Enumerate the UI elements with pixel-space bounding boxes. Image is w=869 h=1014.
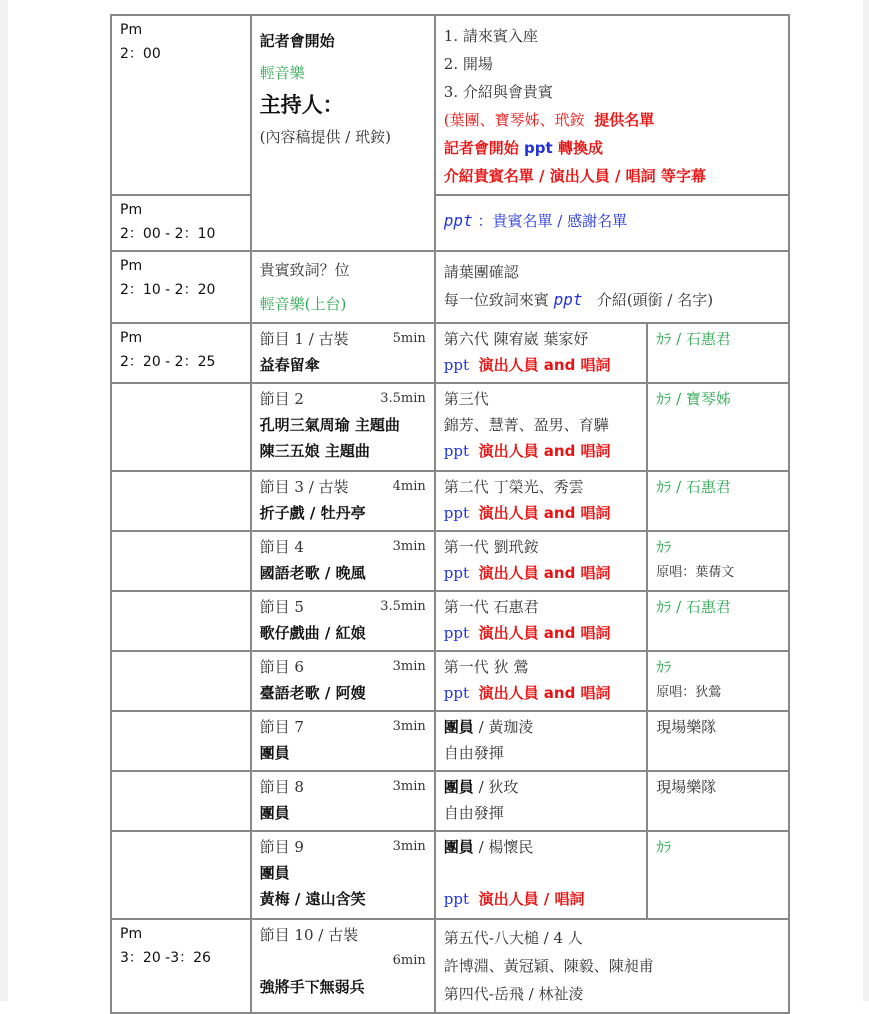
speaker-note: 每一位致詞來賓 xyxy=(443,291,549,309)
music-source: ｶﾗ / 石惠君 xyxy=(656,478,731,496)
music-source: ｶﾗ xyxy=(656,838,672,856)
intro-note: 介紹(頭銜 / 名字) xyxy=(596,291,714,309)
music-cell xyxy=(647,323,789,383)
time-label: Pm xyxy=(120,202,143,218)
schedule-table xyxy=(110,14,790,1014)
ppt-label: ppt xyxy=(443,356,470,374)
time-cell xyxy=(111,323,251,383)
ppt-label: ppt xyxy=(443,442,470,460)
performer-cell xyxy=(435,383,648,471)
time-cell xyxy=(111,195,251,251)
performer-line: 自由發揮 xyxy=(443,744,504,762)
table-row xyxy=(111,195,789,251)
program-cell xyxy=(251,531,435,591)
original-singer: 原唱：狄鶯 xyxy=(656,685,722,700)
content-note: (內容稿提供 / 玳銨) xyxy=(259,128,391,146)
time-value: 2：20 - 2：25 xyxy=(120,354,216,370)
program-duration: 3.5min xyxy=(380,599,426,614)
ppt-content-note: 演出人員 and 唱詞 xyxy=(478,624,611,642)
content-cell xyxy=(251,15,435,251)
member-name: / 楊懷民 xyxy=(473,838,534,856)
ppt-label: ppt xyxy=(443,890,470,908)
program-label: 節目 7 xyxy=(259,718,304,736)
program-row xyxy=(111,711,789,771)
member-label: 團員 xyxy=(443,718,474,736)
performer-line: 第三代 xyxy=(443,390,489,408)
music-cell xyxy=(647,771,789,831)
program-duration: 5min xyxy=(392,331,426,346)
program-duration: 3min xyxy=(392,539,426,554)
music-source: 現場樂隊 xyxy=(656,718,717,736)
program-duration: 3min xyxy=(392,839,426,854)
performer-cell xyxy=(435,919,789,1013)
program-row xyxy=(111,651,789,711)
provide-list-label: 提供名單 xyxy=(594,111,655,129)
performer-line: 第一代 劉玳銨 xyxy=(443,538,539,556)
performer-line: 第四代-岳飛 / 林祉淩 xyxy=(443,985,584,1003)
time-cell xyxy=(111,711,251,771)
content-cell xyxy=(251,251,435,323)
program-row xyxy=(111,831,789,919)
notes-cell xyxy=(435,251,789,323)
time-value: 2：00 xyxy=(120,46,161,62)
time-value: 3：20 -3：26 xyxy=(120,950,211,966)
press-start-title: 記者會開始 xyxy=(259,32,335,50)
program-title: 臺語老歌 / 阿嫂 xyxy=(259,684,366,702)
vip-speech-label: 貴賓致詞？位 xyxy=(259,261,350,279)
performer-line: 許博淵、黃冠穎、陳毅、陳昶甫 xyxy=(443,957,654,975)
performer-line: 第二代 丁榮光、秀雲 xyxy=(443,478,584,496)
program-title: 強將手下無弱兵 xyxy=(259,978,365,996)
ppt-content-note: 演出人員 and 唱詞 xyxy=(478,684,611,702)
ppt-label: ppt xyxy=(524,139,553,157)
light-music-label: 輕音樂 xyxy=(259,64,305,82)
ppt-label: ppt xyxy=(443,211,473,230)
time-cell xyxy=(111,771,251,831)
performer-cell xyxy=(435,591,648,651)
subtitle-note: 介紹貴賓名單 / 演出人員 / 唱詞 等字幕 xyxy=(443,167,706,185)
performer-line: 第六代 陳宥崴 葉家妤 xyxy=(443,330,589,348)
program-cell xyxy=(251,471,435,531)
program-row xyxy=(111,531,789,591)
ppt-label: ppt xyxy=(553,290,583,309)
list-item: 1. 請來賓入座 xyxy=(443,27,538,45)
program-duration: 3min xyxy=(392,659,426,674)
member-name: / 黃珈淩 xyxy=(473,718,534,736)
program-title: 歌仔戲曲 / 紅娘 xyxy=(259,624,366,642)
program-row xyxy=(111,771,789,831)
program-title: 黃梅 / 遠山含笑 xyxy=(259,890,366,908)
list-item: 2. 開場 xyxy=(443,55,493,73)
program-duration: 3min xyxy=(392,779,426,794)
performer-cell xyxy=(435,471,648,531)
performer-line: 第一代 狄 鶯 xyxy=(443,658,529,676)
program-title: 國語老歌 / 晚風 xyxy=(259,564,366,582)
time-value: 2：10 - 2：20 xyxy=(120,282,216,298)
member-name: / 狄玫 xyxy=(473,778,519,796)
original-singer: 原唱：葉蒨文 xyxy=(656,565,735,580)
time-cell xyxy=(111,919,251,1013)
program-title: 團員 xyxy=(259,744,290,762)
ppt-content-note: 演出人員 / 唱詞 xyxy=(478,890,585,908)
performer-cell xyxy=(435,771,648,831)
program-duration: 6min xyxy=(392,953,426,968)
time-cell xyxy=(111,251,251,323)
performer-cell xyxy=(435,831,648,919)
program-label: 節目 1 / 古裝 xyxy=(259,330,349,348)
program-label: 節目 4 xyxy=(259,538,304,556)
program-row xyxy=(111,471,789,531)
program-label: 節目 2 xyxy=(259,390,304,408)
program-row xyxy=(111,323,789,383)
program-title: 孔明三氣周瑜 主題曲 xyxy=(259,416,400,434)
music-cell xyxy=(647,711,789,771)
time-cell xyxy=(111,591,251,651)
member-label: 團員 xyxy=(443,838,474,856)
music-source: ｶﾗ / 石惠君 xyxy=(656,598,731,616)
list-item: 3. 介紹與會貴賓 xyxy=(443,83,553,101)
program-label: 節目 10 / 古裝 xyxy=(259,926,359,944)
program-row xyxy=(111,383,789,471)
music-source: ｶﾗ xyxy=(656,658,672,676)
time-cell xyxy=(111,831,251,919)
ppt-content-note: 演出人員 and 唱詞 xyxy=(478,442,611,460)
music-source: ｶﾗ / 石惠君 xyxy=(656,330,731,348)
program-title: 團員 xyxy=(259,804,290,822)
program-label: 節目 9 xyxy=(259,838,304,856)
time-label: Pm xyxy=(120,330,143,346)
program-cell xyxy=(251,383,435,471)
page-edge-right xyxy=(863,0,869,1001)
performer-line: 錦芳、慧菁、盈男、育驊 xyxy=(443,416,609,434)
performer-cell xyxy=(435,651,648,711)
convert-label: 轉換成 xyxy=(557,139,603,157)
light-music-label: 輕音樂(上台) xyxy=(259,295,347,313)
performer-cell xyxy=(435,531,648,591)
ppt-content-note: 演出人員 and 唱詞 xyxy=(478,504,611,522)
ppt-content-note: 演出人員 and 唱詞 xyxy=(478,564,611,582)
program-title: 益春留傘 xyxy=(259,356,320,374)
program-label: 節目 8 xyxy=(259,778,304,796)
performer-cell xyxy=(435,711,648,771)
music-source: ｶﾗ / 寶琴姊 xyxy=(656,390,731,408)
table-row xyxy=(111,15,789,195)
program-duration: 3min xyxy=(392,719,426,734)
program-cell xyxy=(251,323,435,383)
table-row xyxy=(111,251,789,323)
ppt-label: ppt xyxy=(443,684,470,702)
host-label: 主持人： xyxy=(259,93,344,117)
member-label: 團員 xyxy=(443,778,474,796)
program-cell xyxy=(251,651,435,711)
vip-provider-note: (葉團、寶琴姊、玳銨 xyxy=(443,111,585,129)
time-label: Pm xyxy=(120,258,143,274)
music-source: ｶﾗ xyxy=(656,538,672,556)
time-cell xyxy=(111,15,251,195)
program-title: 陳三五娘 主題曲 xyxy=(259,442,370,460)
music-cell xyxy=(647,471,789,531)
ppt-content-note: 演出人員 and 唱詞 xyxy=(478,356,611,374)
time-cell xyxy=(111,651,251,711)
program-label: 節目 3 / 古裝 xyxy=(259,478,349,496)
music-cell xyxy=(647,831,789,919)
ppt-label: ppt xyxy=(443,624,470,642)
page-edge-left xyxy=(0,0,8,1001)
music-cell xyxy=(647,383,789,471)
program-label: 節目 5 xyxy=(259,598,304,616)
music-cell xyxy=(647,591,789,651)
program-cell xyxy=(251,919,435,1013)
program-cell xyxy=(251,711,435,771)
program-cell xyxy=(251,591,435,651)
music-cell xyxy=(647,531,789,591)
program-row xyxy=(111,591,789,651)
notes-cell xyxy=(435,195,789,251)
music-source: 現場樂隊 xyxy=(656,778,717,796)
music-cell xyxy=(647,651,789,711)
program-title: 折子戲 / 牡丹亭 xyxy=(259,504,366,522)
performer-line: 第一代 石惠君 xyxy=(443,598,539,616)
performer-line: 第五代-八大槌 / 4 人 xyxy=(443,929,583,947)
program-duration: 4min xyxy=(392,479,426,494)
program-cell xyxy=(251,831,435,919)
program-cell xyxy=(251,771,435,831)
time-cell xyxy=(111,531,251,591)
program-label: 節目 6 xyxy=(259,658,304,676)
ppt-label: ppt xyxy=(443,564,470,582)
performer-cell xyxy=(435,323,648,383)
ppt-label: ppt xyxy=(443,504,470,522)
time-cell xyxy=(111,471,251,531)
time-value: 2：00 - 2：10 xyxy=(120,226,216,242)
time-label: Pm xyxy=(120,926,143,942)
program-duration: 3.5min xyxy=(380,391,426,406)
performer-line: 自由發揮 xyxy=(443,804,504,822)
time-label: Pm xyxy=(120,22,143,38)
time-cell xyxy=(111,383,251,471)
table-row xyxy=(111,919,789,1013)
program-title: 團員 xyxy=(259,864,290,882)
confirm-note: 請葉團確認 xyxy=(443,263,519,281)
notes-cell xyxy=(435,15,789,195)
press-start-note: 記者會開始 xyxy=(443,139,519,157)
vip-list-note: ：貴賓名單 / 感謝名單 xyxy=(477,212,628,230)
